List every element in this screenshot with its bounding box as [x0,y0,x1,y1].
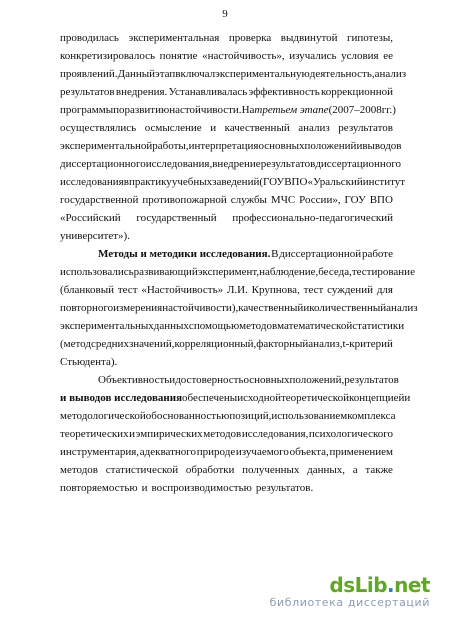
text-word: в [123,176,129,188]
watermark-logo-right: net [394,573,430,597]
text-word: работе [361,248,393,260]
text-word: исследования, [145,158,213,170]
text-word: диссертационного [60,158,146,170]
text-word: развивающий [133,266,198,278]
text-word: воспроизводимостью [151,482,252,494]
text-line [60,47,393,65]
text-line [60,353,393,371]
text-word: теоретической [280,392,349,404]
text-word: «настойчивость», [202,50,285,62]
text-line [60,479,393,497]
text-word: и [169,374,176,386]
text-word: настойчивости), [162,302,239,314]
text-line [60,155,402,173]
text-word: результатов [260,158,316,170]
text-word: условия [341,50,379,62]
text-word: с [188,320,194,332]
text-word: ее [383,50,393,62]
text-word: России», [299,194,341,206]
text-line [60,389,411,407]
text-word: значений, [128,338,175,350]
text-word: методов [239,320,278,332]
text-word: выдвинутой [280,32,338,44]
text-word: обработки [185,464,235,476]
text-word: настойчивости. [169,104,242,116]
text-word: Данный [117,68,156,80]
text-word: обоснованностью [145,410,230,422]
text-word: (2007–2008 [328,104,382,116]
text-word: экспериментальных [60,320,154,332]
text-word: исследования [60,176,124,188]
text-word: «Российский [60,212,121,224]
text-word: основных [243,374,290,386]
text-line [60,209,393,227]
watermark-logo [270,574,430,596]
text-word: факторный [256,338,309,350]
text-word: осуществлялись [60,122,137,134]
text-word: повторяемостью [60,482,138,494]
text-word: эмпирических [135,428,203,440]
text-word: а [352,464,358,476]
text-word: результатов [60,86,115,98]
text-word: проводилась [60,32,119,44]
text-word: тест [303,284,324,296]
text-word: статистической [105,464,179,476]
text-word: Объективность [98,374,170,386]
text-word: эксперимент, [197,266,260,278]
text-word: основных [258,140,305,152]
text-line [60,443,393,461]
text-word: и [356,140,363,152]
text-word: и [303,302,310,314]
text-word: теоретических [60,428,129,440]
text-word: включал [175,68,216,80]
text-word: Стьюдента). [60,356,118,368]
text-word: внедрения. [115,86,168,98]
text-word: и [210,122,217,134]
text-word: обеспечены [182,392,238,404]
text-word: анализ [374,68,407,80]
text-word: университет»). [60,230,130,242]
text-word: природе [196,446,236,458]
text-line [60,299,418,317]
text-word: конкретизировалось [60,50,156,62]
text-word: диссертационной [279,248,362,260]
text-word: Л.И. [226,284,248,296]
text-word: корреляционный, [174,338,257,350]
text-word: развитию [124,104,170,116]
text-word: объекта, [289,446,329,458]
text-line [60,119,393,137]
text-word: качественный [238,302,304,314]
text-line [60,461,393,479]
text-word: психологического [308,428,393,440]
text-word: повторного [60,302,114,314]
text-word: методов [60,464,98,476]
text-word: ГОУ [344,194,366,206]
text-line [60,101,396,119]
text-word: статистики [352,320,405,332]
text-word: Устанавливалась [168,86,248,98]
text-word: осмысление [144,122,202,134]
text-word: В [271,248,279,260]
text-word: полученных [242,464,300,476]
text-word: по [113,104,125,116]
text-word: комплекса [347,410,396,422]
text-word: методов [203,428,242,440]
text-word: применением [329,446,393,458]
watermark-logo-left: dsLib [329,573,388,597]
text-word: эффективность [248,86,320,98]
text-word: институт [362,176,406,188]
text-word: проверка [228,32,272,44]
text-line [60,245,393,263]
text-word: проявлений. [60,68,118,80]
text-line [60,29,393,47]
bold-text: Методы и методики исследования. [98,248,271,260]
text-word: Крупнова, [251,284,300,296]
text-word: ВПО [369,194,393,206]
text-word: МЧС [270,194,296,206]
text-word: исследования, [241,428,309,440]
text-word: диссертационного [315,158,402,170]
text-word: службы [230,194,267,206]
text-word: для [376,284,393,296]
text-word: результатов [338,122,393,134]
text-word: На [241,104,255,116]
text-word: государственный [136,212,217,224]
text-word: внедрение [212,158,261,170]
text-word: данных, [307,464,346,476]
text-line [60,191,393,209]
text-word: математической [277,320,353,332]
text-word: суждений [327,284,373,296]
text-word: экспериментальную [215,68,310,80]
text-word: данных [153,320,189,332]
text-word: концепцией [348,392,405,404]
text-word: тестирование [351,266,415,278]
bold-text: и выводов исследования [60,392,183,404]
text-line [60,425,393,443]
text-line [60,407,396,425]
watermark-subtitle: библиотека диссертаций [269,596,430,609]
text-word: ВПО [284,176,308,188]
watermark-logo-dot: . [387,573,395,597]
text-word: и [129,428,136,440]
text-word: гг.) [381,104,396,116]
text-word: практику [128,176,172,188]
text-word: деятельность, [309,68,375,80]
text-word: и [404,392,411,404]
text-word: измерения [113,302,163,314]
text-word: t-критерий [342,338,393,350]
text-word: беседа, [318,266,352,278]
text-line [60,173,406,191]
text-word: анализ [386,302,418,314]
text-line [60,281,393,299]
page-number: 9 [222,8,228,20]
text-line [60,335,393,353]
text-word: профессионально-педагогический [232,212,393,224]
text-word: и [141,482,148,494]
text-word: противопожарной [142,194,227,206]
text-word: анализ, [308,338,343,350]
text-word: программы [60,104,114,116]
text-word: экспериментальной [60,140,153,152]
text-word: методологической [60,410,146,422]
text-word: использованием [271,410,348,422]
text-word: интерпретация [188,140,259,152]
text-word: «Уральский [307,176,363,188]
text-word: понятие [159,50,198,62]
text-word: средних [90,338,129,350]
text-word: (бланковый [60,284,115,296]
text-word: заведений [212,176,260,188]
text-word: работы, [152,140,189,152]
body-text [60,29,418,497]
text-word: этап [155,68,176,80]
text-line [60,317,405,335]
text-word: качественный [224,122,290,134]
text-word: (метод [60,338,91,350]
text-line [60,227,393,245]
text-word: (ГОУ [259,176,285,188]
text-word: инструментария, [60,446,140,458]
text-line [60,263,415,281]
text-line [60,371,399,389]
text-line [60,65,407,83]
text-word: положений [304,140,357,152]
text-word: достоверность [175,374,244,386]
text-line [60,137,402,155]
text-word: положений, [289,374,345,386]
text-word: результатов. [255,482,314,494]
text-word: использовались [60,266,134,278]
watermark[interactable] [270,574,430,610]
text-word: коррекционной [321,86,393,98]
text-word: количественный [309,302,387,314]
text-word: позиций, [229,410,272,422]
text-word: государственной [60,194,139,206]
text-word: помощью [193,320,240,332]
text-word: результатов [344,374,399,386]
text-word: исходной [237,392,281,404]
text-line [60,83,393,101]
text-word: экспериментальная [128,32,220,44]
text-word: гипотезы, [347,32,393,44]
text-word: «Настойчивость» [141,284,224,296]
text-word: выводов [362,140,402,152]
text-word: анализ [298,122,330,134]
text-word: изучались [289,50,337,62]
text-word: также [365,464,393,476]
text-word: адекватного [139,446,197,458]
text-word: наблюдение, [259,266,319,278]
italic-text: третьем этапе [254,104,329,116]
text-word: изучаемого [235,446,289,458]
text-word: учебных [171,176,213,188]
text-word: тест [117,284,138,296]
